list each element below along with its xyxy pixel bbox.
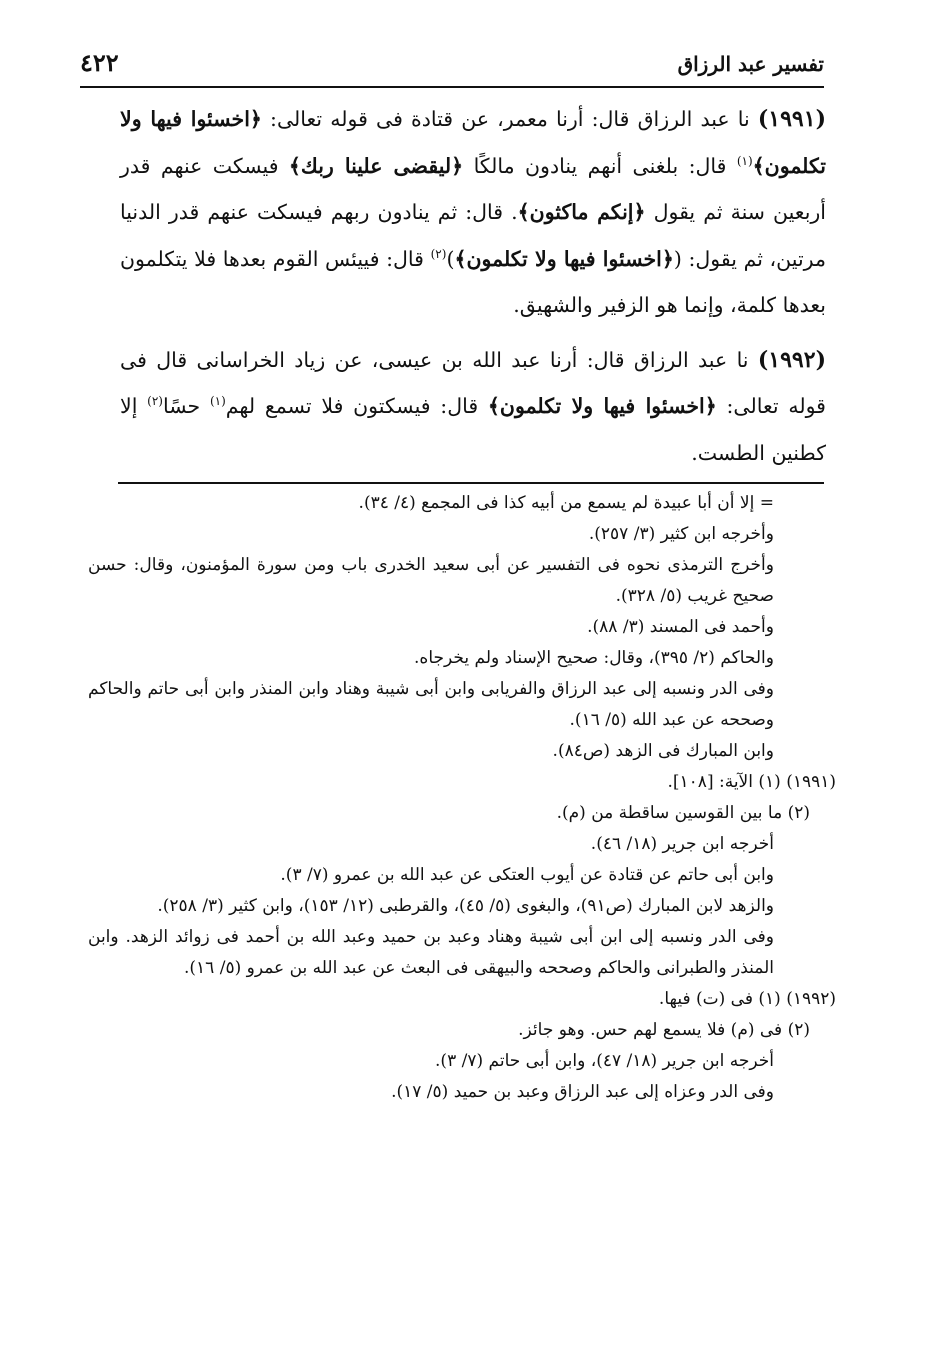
footnote-line: = إلا أن أبا عبيدة لم يسمع من أبيه كذا فى المجمع (٤/ ٣٤).: [358, 493, 774, 513]
footnote-ref: (١): [736, 153, 753, 168]
footnote-ref: (١): [209, 394, 226, 409]
page-number: ٤٢٢: [80, 48, 119, 77]
quran-quote: ﴿ليقضى علينا ربك﴾: [288, 153, 464, 178]
footnote-line: وابن المبارك فى الزهد (ص٨٤).: [552, 741, 774, 761]
text-segment: . قال: ثم ينادون ربهم فيسكت عنهم قدر الدنيا مرتين، ثم يقول: (: [120, 200, 826, 271]
entry-1992: [120, 337, 826, 477]
text-segment: قال: بلغنى أنهم ينادون مالكًا: [473, 153, 727, 178]
footnote-line: أخرجه ابن جرير (١٨/ ٤٧)، وابن أبى حاتم (٧/ ٣).: [435, 1051, 774, 1071]
footnote-separator: [118, 482, 824, 484]
quran-quote: ﴿اخسئوا فيها ولا تكلمون﴾: [487, 394, 717, 418]
page-header: [80, 46, 824, 88]
footnote-ref: (٢): [147, 394, 163, 409]
text-segment: نا عبد الرزاق قال: أرنا عبد الله بن عيسى، عن زياد الخراسانى قال فى قوله تعالى:: [120, 347, 826, 418]
text-segment: فيسكت عنهم قدر أربعين سنة ثم يقول: [120, 153, 826, 224]
footnote-line: وفى الدر وعزاه إلى عبد الرزاق وعبد بن حميد (٥/ ١٧).: [391, 1082, 774, 1102]
text-segment: قال: فييئس القوم بعدها فلا يتكلمون بعدها كلمة، وإنما هو الزفير والشهيق.: [120, 246, 826, 317]
footnote-line: أخرجه ابن جرير (١٨/ ٤٦).: [590, 834, 774, 854]
text-segment: حسًا: [162, 394, 201, 418]
footnote-line: وأخرج الترمذى نحوه فى التفسير عن أبى سعيد الخدرى باب ومن سورة المؤمنون، وقال: حسن صحيح غريب (٥/ ٣٢٨).: [88, 555, 774, 606]
quran-quote: ﴿اخسئوا فيها ولا تكلمون﴾: [120, 107, 826, 178]
quran-quote: ﴿إنكم ماكثون﴾: [517, 200, 646, 224]
footnote-line: وفى الدر ونسبه إلى عبد الرزاق والفريابى وابن أبى شيبة وهناد وابن المنذر وابن أبى حاتم والحاكم وصححه عن عبد الله (٥/ ١٦).: [88, 679, 774, 730]
entry-number: (١٩٩١): [757, 106, 826, 132]
footnote-line: وأخرجه ابن كثير (٣/ ٢٥٧).: [588, 524, 774, 544]
quran-quote: ﴿اخسئوا فيها ولا تكلمون﴾: [454, 246, 674, 271]
footnote-line: وابن أبى حاتم عن قتادة عن أيوب العتكى عن عبد الله بن عمرو (٧/ ٣).: [280, 865, 774, 885]
footnote-line: والزهد لابن المبارك (ص٩١)، والبغوى (٥/ ٤٥)، والقرطبى (١٢/ ١٥٣)، وابن كثير (٣/ ٢٥٨).: [157, 896, 774, 916]
text-segment: إلا كطنين الطست.: [120, 394, 826, 465]
main-text: [120, 96, 826, 476]
footnote-line: والحاكم (٢/ ٣٩٥)، وقال: صحيح الإسناد ولم يخرجاه.: [414, 648, 774, 668]
entry-1991: [120, 96, 826, 329]
running-title: تفسير عبد الرزاق: [677, 52, 824, 76]
entry-number: (١٩٩٢): [757, 346, 826, 373]
text-segment: قال: فيسكتون فلا تسمع لهم: [225, 394, 479, 418]
footnote-line: (١٩٩١) (١) الآية: [١٠٨].: [667, 772, 836, 792]
footnote-line: (٢) فى (م) فلا يسمع لهم حس. وهو جائز.: [518, 1020, 810, 1040]
footnotes: [88, 488, 836, 1108]
text-segment: نا عبد الرزاق قال: أرنا معمر، عن قتادة فى قوله تعالى:: [270, 107, 750, 131]
text-segment: ): [446, 246, 455, 271]
footnote-line: (٢) ما بين القوسين ساقطة من (م).: [556, 803, 810, 823]
footnote-ref: (٢): [430, 246, 447, 261]
footnote-line: وأحمد فى المسند (٣/ ٨٨).: [587, 617, 774, 637]
footnote-line: وفى الدر ونسبه إلى ابن أبى شيبة وهناد وعبد بن حميد وعبد الله بن أحمد فى زوائد الزهد. وابن المنذر والطبرانى والحاكم وصححه والبيهقى فى البعث عن عبد الله بن عمرو (٥/ ١٦).: [88, 927, 774, 978]
footnote-line: (١٩٩٢) (١) فى (ت) فيها.: [658, 989, 836, 1009]
